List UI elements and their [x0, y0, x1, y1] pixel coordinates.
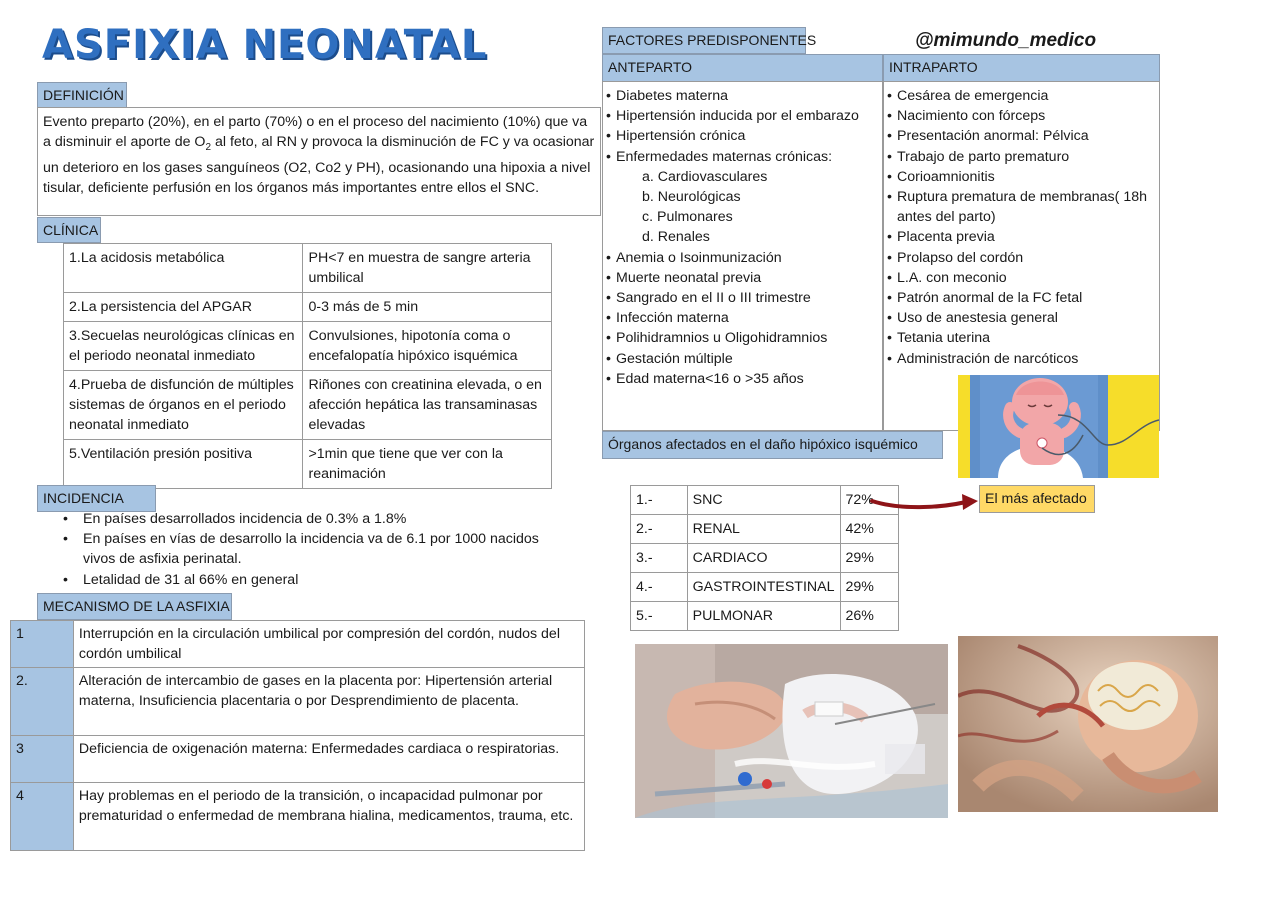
definicion-header: DEFINICIÓN — [37, 82, 127, 108]
list-item: • Cesárea de emergencia — [887, 86, 1156, 106]
table-row — [11, 668, 585, 736]
table-row — [631, 544, 899, 573]
factores-header: FACTORES PREDISPONENTES — [602, 27, 806, 54]
list-item: • Placenta previa — [887, 227, 1156, 247]
table-row — [631, 515, 899, 544]
organ-pct: 29% — [840, 573, 898, 602]
list-item: • Diabetes materna — [606, 86, 879, 106]
mecanismo-num: 4 — [11, 783, 74, 851]
neonate-photo-svg — [635, 644, 948, 818]
table-row — [631, 486, 899, 515]
list-item: • Administración de narcóticos — [887, 349, 1156, 369]
table-row — [64, 244, 552, 293]
anteparto-box — [602, 81, 883, 431]
mecanismo-num: 2. — [11, 668, 74, 736]
table-row — [11, 736, 585, 783]
clinica-header: CLÍNICA — [37, 217, 101, 243]
clinica-cell-right: PH<7 en muestra de sangre arteria umbilical — [303, 244, 552, 293]
list-subitem: c. Pulmonares — [642, 209, 733, 226]
list-item: • Muerte neonatal previa — [606, 268, 879, 288]
mecanismo-num: 1 — [11, 621, 74, 668]
clinica-cell-left: 4.Prueba de disfunción de múltiples sistemas de órganos en el periodo neonatal inmediato — [64, 371, 303, 440]
author-handle: @mimundo_medico — [915, 30, 1097, 51]
list-item: • Anemia o Isoinmunización — [606, 248, 879, 268]
page-title: ASFIXIA NEONATAL — [42, 22, 488, 68]
mecanismo-text: Alteración de intercambio de gases en la placenta por: Hipertensión arterial materna, Insuficiencia placentaria o por Desprendimiento de placenta. — [73, 668, 584, 736]
list-item: • Letalidad de 31 al 66% en general — [63, 570, 573, 590]
organos-header: Órganos afectados en el daño hipóxico isquémico — [602, 431, 943, 459]
organ-num: 4.- — [631, 573, 688, 602]
intraparto-list — [887, 86, 1156, 369]
list-item: • Patrón anormal de la FC fetal — [887, 288, 1156, 308]
fetal-brain-illustration-svg — [958, 636, 1218, 812]
list-item: • Corioamnionitis — [887, 167, 1156, 187]
neonate-photo — [635, 644, 948, 818]
list-item: • Enfermedades maternas crónicas: — [606, 147, 879, 167]
table-row — [11, 621, 585, 668]
organ-name: GASTROINTESTINAL — [687, 573, 840, 602]
callout-most-affected: El más afectado — [979, 485, 1095, 513]
organ-name: CARDIACO — [687, 544, 840, 573]
clinica-cell-left: 5.Ventilación presión positiva — [64, 440, 303, 489]
definicion-text — [37, 107, 601, 216]
list-item: • En países en vías de desarrollo la incidencia va de 6.1 por 1000 nacidos vivos de asfixia perinatal. — [63, 529, 573, 569]
list-item: • Edad materna<16 o >35 años — [606, 369, 879, 389]
mecanismo-text: Hay problemas en el periodo de la transición, o incapacidad pulmonar por prematuridad o enfermedad de membrana hialina, medicamentos, trauma, etc. — [73, 783, 584, 851]
mecanismo-text: Interrupción en la circulación umbilical por compresión del cordón, nudos del cordón umbilical — [73, 621, 584, 668]
arrow-right-icon — [870, 488, 980, 518]
list-item: • Gestación múltiple — [606, 349, 879, 369]
organ-name: PULMONAR — [687, 602, 840, 631]
clinica-cell-right: Riñones con creatinina elevada, o en afección hepática las transaminasas elevadas — [303, 371, 552, 440]
list-item: • Hipertensión inducida por el embarazo — [606, 106, 879, 126]
clinica-table — [63, 243, 552, 489]
fetal-brain-illustration — [958, 636, 1218, 812]
list-item: • Infección materna — [606, 308, 879, 328]
clinica-cell-right: 0-3 más de 5 min — [303, 293, 552, 322]
list-item: • Uso de anestesia general — [887, 308, 1156, 328]
organ-num: 2.- — [631, 515, 688, 544]
table-row — [64, 293, 552, 322]
organ-pct: 29% — [840, 544, 898, 573]
organos-table — [630, 485, 899, 631]
clinica-cell-left: 2.La persistencia del APGAR — [64, 293, 303, 322]
table-row — [64, 440, 552, 489]
list-subitem: b. Neurológicas — [642, 189, 741, 206]
organ-pct: 72% — [840, 486, 898, 515]
list-item: • Polihidramnios u Oligohidramnios — [606, 328, 879, 348]
organ-num: 1.- — [631, 486, 688, 515]
incidencia-header: INCIDENCIA — [37, 485, 156, 512]
organ-pct: 26% — [840, 602, 898, 631]
intraparto-header: INTRAPARTO — [883, 54, 1160, 82]
list-item: • Hipertensión crónica — [606, 126, 879, 146]
baby-illustration — [958, 375, 1159, 478]
mecanismo-num: 3 — [11, 736, 74, 783]
list-item: • Tetania uterina — [887, 328, 1156, 348]
baby-illustration-svg — [958, 375, 1159, 478]
organ-name: SNC — [687, 486, 840, 515]
anteparto-header: ANTEPARTO — [602, 54, 883, 82]
list-subitem: d. Renales — [642, 229, 710, 246]
list-item: • Sangrado en el II o III trimestre — [606, 288, 879, 308]
definicion-text-part2: al feto, al RN y provoca la disminución de FC y va ocasionar un deterioro en los gases sanguíneos (O2, Co2 y PH), ocasionando una hipoxia a nivel tisular, deficiente perfusión en los órganos más importantes entre ellos el SNC. — [43, 134, 595, 196]
definicion-text-part1: Evento preparto (20%), en el parto (70%) o en el proceso del nacimiento (10%) que va a disminuir el aporte de O — [43, 114, 588, 150]
list-item: • Nacimiento con fórceps — [887, 106, 1156, 126]
list-item: • Ruptura prematura de membranas( 18h antes del parto) — [887, 187, 1156, 227]
mecanismo-text: Deficiencia de oxigenación materna: Enfermedades cardiaca o respiratorias. — [73, 736, 584, 783]
organ-num: 5.- — [631, 602, 688, 631]
organ-pct: 42% — [840, 515, 898, 544]
list-item: • Trabajo de parto prematuro — [887, 147, 1156, 167]
clinica-cell-right: >1min que tiene que ver con la reanimación — [303, 440, 552, 489]
table-row — [64, 322, 552, 371]
table-row — [64, 371, 552, 440]
list-item: • Prolapso del cordón — [887, 248, 1156, 268]
table-row — [631, 573, 899, 602]
definicion-subscript: 2 — [205, 141, 212, 153]
clinica-cell-right: Convulsiones, hipotonía coma o encefalopatía hipóxico isquémica — [303, 322, 552, 371]
list-item: • En países desarrollados incidencia de 0.3% a 1.8% — [63, 509, 573, 529]
list-item: • Presentación anormal: Pélvica — [887, 126, 1156, 146]
organ-name: RENAL — [687, 515, 840, 544]
list-subitem: a. Cardiovasculares — [642, 168, 768, 185]
mecanismo-table — [10, 620, 585, 851]
list-item: • L.A. con meconio — [887, 268, 1156, 288]
clinica-cell-left: 3.Secuelas neurológicas clínicas en el periodo neonatal inmediato — [64, 322, 303, 371]
clinica-cell-left: 1.La acidosis metabólica — [64, 244, 303, 293]
incidencia-list — [63, 509, 573, 590]
anteparto-list — [606, 86, 879, 389]
table-row — [11, 783, 585, 851]
mecanismo-header: MECANISMO DE LA ASFIXIA — [37, 593, 232, 620]
organ-num: 3.- — [631, 544, 688, 573]
table-row — [631, 602, 899, 631]
